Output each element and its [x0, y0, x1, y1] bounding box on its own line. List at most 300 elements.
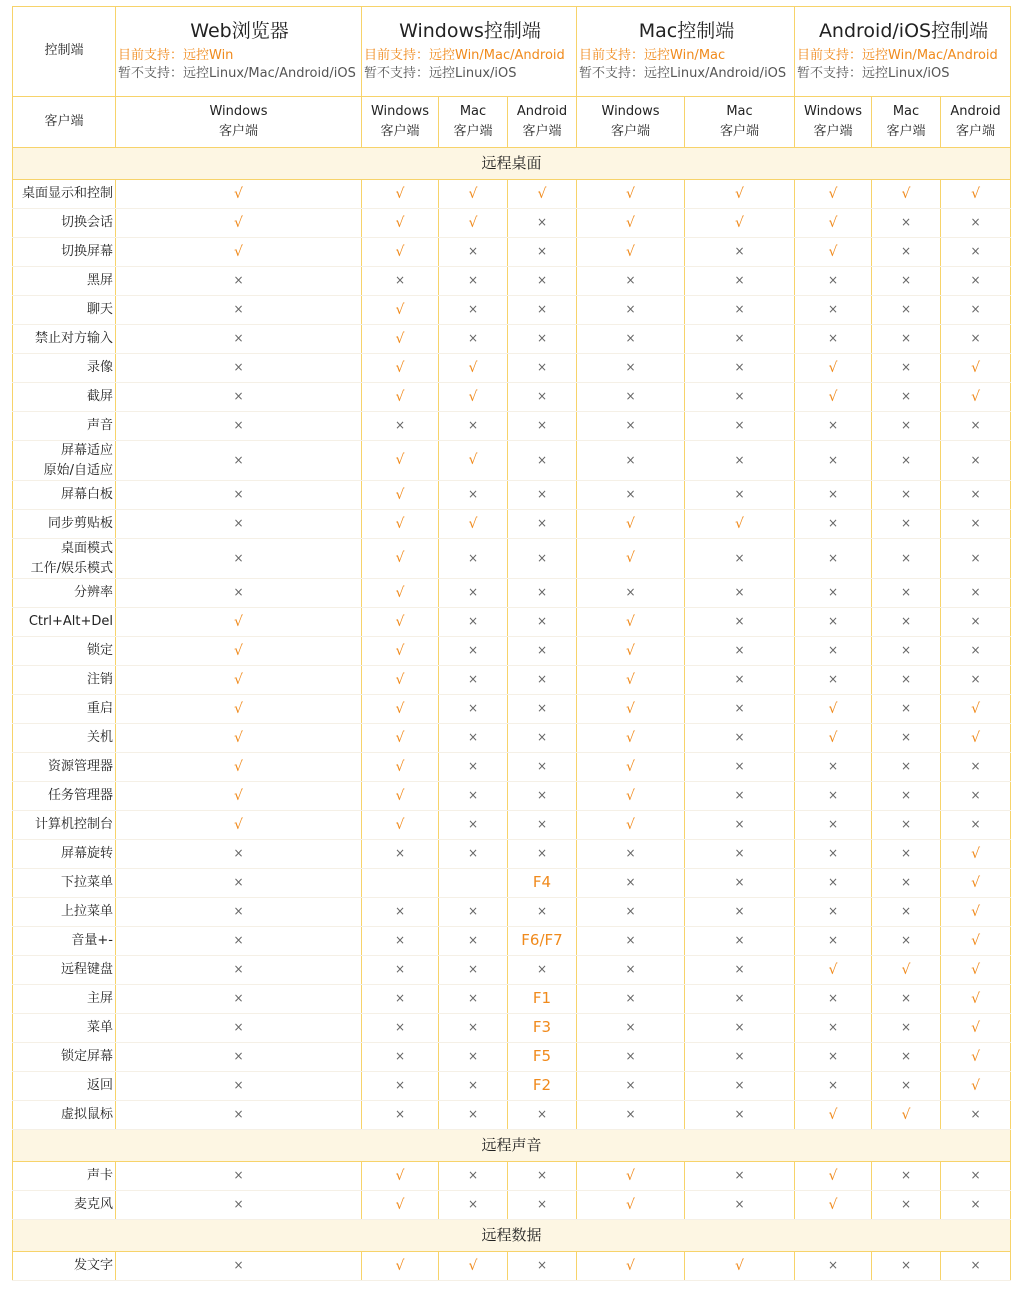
supported-mark: √: [439, 209, 508, 238]
client-header-row: [13, 97, 1011, 148]
supported-mark: √: [362, 637, 439, 666]
unsupported-mark: ×: [795, 510, 872, 539]
supported-mark: √: [362, 666, 439, 695]
unsupported-mark: ×: [439, 1162, 508, 1191]
unsupported-mark: ×: [941, 510, 1011, 539]
unsupported-mark: ×: [577, 412, 685, 441]
client-os: Mac: [459, 103, 487, 119]
unsupported-mark: ×: [872, 869, 941, 898]
unsupported-mark: ×: [872, 579, 941, 608]
supported-mark: √: [362, 1162, 439, 1191]
feature-name-line: 截屏: [86, 389, 113, 405]
supported-mark: √: [577, 782, 685, 811]
supported-mark: √: [795, 354, 872, 383]
table-row: [13, 1162, 1011, 1191]
platform-supported: 目前支持：远控Win/Mac: [579, 47, 726, 63]
unsupported-mark: ×: [508, 238, 577, 267]
table-row: [13, 753, 1011, 782]
supported-mark: √: [577, 637, 685, 666]
unsupported-mark: ×: [439, 412, 508, 441]
shortcut-key: F3: [508, 1014, 577, 1043]
unsupported-mark: ×: [439, 1191, 508, 1220]
supported-mark: √: [116, 238, 362, 267]
unsupported-mark: ×: [872, 695, 941, 724]
unsupported-mark: ×: [795, 666, 872, 695]
unsupported-mark: ×: [872, 608, 941, 637]
unsupported-mark: ×: [685, 539, 795, 579]
unsupported-mark: ×: [685, 811, 795, 840]
unsupported-mark: ×: [941, 782, 1011, 811]
platform-web: [116, 7, 362, 97]
unsupported-mark: ×: [685, 1101, 795, 1130]
supported-mark: √: [362, 209, 439, 238]
unsupported-mark: ×: [439, 985, 508, 1014]
feature-name-line: 锁定屏幕: [60, 1049, 113, 1065]
unsupported-mark: ×: [439, 1072, 508, 1101]
unsupported-mark: ×: [685, 927, 795, 956]
unsupported-mark: ×: [685, 724, 795, 753]
supported-mark: √: [941, 354, 1011, 383]
table-row: [13, 354, 1011, 383]
unsupported-mark: ×: [685, 869, 795, 898]
feature-name: [13, 1101, 116, 1130]
unsupported-mark: ×: [872, 209, 941, 238]
supported-mark: √: [577, 510, 685, 539]
section-title: 远程声音: [13, 1130, 1011, 1162]
supported-mark: √: [577, 1252, 685, 1281]
unsupported-mark: ×: [872, 383, 941, 412]
unsupported-mark: ×: [872, 782, 941, 811]
unsupported-mark: ×: [941, 608, 1011, 637]
supported-mark: √: [577, 1191, 685, 1220]
platform-mobile: [795, 7, 1011, 97]
feature-name-line: 虚拟鼠标: [60, 1107, 113, 1123]
unsupported-mark: ×: [577, 1072, 685, 1101]
supported-mark: √: [872, 956, 941, 985]
unsupported-mark: ×: [577, 1101, 685, 1130]
platform-unsupported: 暂不支持：远控Linux/iOS: [797, 66, 950, 82]
unsupported-mark: ×: [577, 840, 685, 869]
unsupported-mark: ×: [439, 724, 508, 753]
unsupported-mark: ×: [116, 579, 362, 608]
feature-name-line: 原始/自适应: [43, 462, 113, 478]
client-os: Mac: [892, 103, 920, 119]
supported-mark: √: [941, 927, 1011, 956]
platform-name: Android/iOS控制端: [818, 19, 989, 42]
unsupported-mark: ×: [941, 1191, 1011, 1220]
feature-name: [13, 724, 116, 753]
supported-mark: √: [439, 383, 508, 412]
shortcut-key: F1: [508, 985, 577, 1014]
feature-name: [13, 1191, 116, 1220]
unsupported-mark: ×: [872, 354, 941, 383]
unsupported-mark: ×: [872, 666, 941, 695]
unsupported-mark: ×: [795, 753, 872, 782]
unsupported-mark: ×: [508, 296, 577, 325]
unsupported-mark: ×: [685, 412, 795, 441]
client-os: Windows: [601, 103, 660, 119]
platform-name: Windows控制端: [399, 19, 541, 42]
table-row: [13, 441, 1011, 481]
supported-mark: √: [439, 180, 508, 209]
feature-name: [13, 869, 116, 898]
supported-mark: √: [795, 180, 872, 209]
unsupported-mark: ×: [795, 898, 872, 927]
unsupported-mark: ×: [362, 1043, 439, 1072]
platform-mac: [577, 7, 795, 97]
feature-name: [13, 956, 116, 985]
supported-mark: √: [116, 753, 362, 782]
unsupported-mark: ×: [795, 1014, 872, 1043]
unsupported-mark: ×: [685, 782, 795, 811]
unsupported-mark: ×: [941, 666, 1011, 695]
supported-mark: √: [362, 296, 439, 325]
feature-name-line: 屏幕适应: [60, 443, 113, 458]
supported-mark: √: [795, 956, 872, 985]
section-title: 远程桌面: [13, 148, 1011, 180]
table-row: [13, 539, 1011, 579]
unsupported-mark: ×: [872, 811, 941, 840]
unsupported-mark: ×: [116, 1043, 362, 1072]
unsupported-mark: ×: [577, 481, 685, 510]
unsupported-mark: ×: [439, 811, 508, 840]
unsupported-mark: ×: [685, 1072, 795, 1101]
feature-name-line: 声卡: [86, 1168, 113, 1184]
client-header-cell: [439, 97, 508, 148]
unsupported-mark: ×: [872, 481, 941, 510]
supported-mark: √: [941, 1043, 1011, 1072]
unsupported-mark: ×: [685, 985, 795, 1014]
unsupported-mark: ×: [941, 481, 1011, 510]
supported-mark: √: [577, 1162, 685, 1191]
client-os: Android: [516, 103, 568, 119]
supported-mark: √: [362, 180, 439, 209]
empty-cell: [362, 869, 439, 898]
platform-name: Web浏览器: [190, 19, 289, 42]
section-header-row: [13, 1130, 1011, 1162]
feature-name: [13, 811, 116, 840]
unsupported-mark: ×: [795, 840, 872, 869]
feature-name-line: 上拉菜单: [60, 904, 113, 920]
feature-name: [13, 927, 116, 956]
feature-name-line: 分辨率: [73, 585, 113, 601]
unsupported-mark: ×: [685, 267, 795, 296]
unsupported-mark: ×: [941, 637, 1011, 666]
unsupported-mark: ×: [439, 1043, 508, 1072]
unsupported-mark: ×: [508, 1162, 577, 1191]
unsupported-mark: ×: [439, 325, 508, 354]
supported-mark: √: [941, 898, 1011, 927]
supported-mark: √: [795, 383, 872, 412]
unsupported-mark: ×: [795, 296, 872, 325]
unsupported-mark: ×: [362, 840, 439, 869]
feature-name: [13, 296, 116, 325]
client-os: Windows: [370, 103, 430, 119]
unsupported-mark: ×: [116, 956, 362, 985]
unsupported-mark: ×: [941, 1252, 1011, 1281]
unsupported-mark: ×: [508, 579, 577, 608]
client-header-cell: [872, 97, 941, 148]
unsupported-mark: ×: [941, 238, 1011, 267]
supported-mark: √: [941, 724, 1011, 753]
supported-mark: √: [795, 695, 872, 724]
unsupported-mark: ×: [362, 267, 439, 296]
feature-name-line: 同步剪贴板: [47, 516, 113, 532]
table-row: [13, 238, 1011, 267]
unsupported-mark: ×: [872, 325, 941, 354]
unsupported-mark: ×: [508, 441, 577, 481]
unsupported-mark: ×: [872, 510, 941, 539]
table-row: [13, 724, 1011, 753]
supported-mark: √: [577, 539, 685, 579]
feature-name: [13, 608, 116, 637]
unsupported-mark: ×: [439, 296, 508, 325]
unsupported-mark: ×: [116, 296, 362, 325]
supported-mark: √: [362, 724, 439, 753]
table-row: [13, 695, 1011, 724]
table-row: [13, 782, 1011, 811]
table-row: [13, 1072, 1011, 1101]
feature-name-line: 任务管理器: [47, 788, 113, 804]
table-row: [13, 383, 1011, 412]
feature-name: [13, 782, 116, 811]
table-row: [13, 1101, 1011, 1130]
table-row: [13, 481, 1011, 510]
unsupported-mark: ×: [577, 927, 685, 956]
shortcut-key: F5: [508, 1043, 577, 1072]
client-suffix: 客户端: [380, 124, 420, 139]
unsupported-mark: ×: [872, 1043, 941, 1072]
client-header-cell: [362, 97, 439, 148]
supported-mark: √: [685, 180, 795, 209]
platform-supported: 目前支持：远控Win/Mac/Android: [364, 47, 565, 63]
feature-name-line: 资源管理器: [47, 759, 113, 775]
unsupported-mark: ×: [116, 354, 362, 383]
unsupported-mark: ×: [116, 1101, 362, 1130]
table-row: [13, 1252, 1011, 1281]
platform-supported: 目前支持：远控Win: [118, 47, 234, 63]
feature-name-line: 返回: [86, 1078, 113, 1094]
unsupported-mark: ×: [685, 695, 795, 724]
unsupported-mark: ×: [116, 539, 362, 579]
unsupported-mark: ×: [508, 1252, 577, 1281]
supported-mark: √: [116, 724, 362, 753]
feature-name-line: 禁止对方输入: [34, 331, 113, 347]
client-header-cell: [577, 97, 685, 148]
shortcut-key: F2: [508, 1072, 577, 1101]
supported-mark: √: [116, 180, 362, 209]
table-row: [13, 1014, 1011, 1043]
unsupported-mark: ×: [872, 412, 941, 441]
unsupported-mark: ×: [508, 695, 577, 724]
feature-name: [13, 238, 116, 267]
feature-name-line: 注销: [86, 672, 113, 688]
supported-mark: √: [362, 539, 439, 579]
unsupported-mark: ×: [685, 753, 795, 782]
unsupported-mark: ×: [795, 441, 872, 481]
unsupported-mark: ×: [872, 441, 941, 481]
unsupported-mark: ×: [872, 753, 941, 782]
controller-header-row: [13, 7, 1011, 97]
unsupported-mark: ×: [439, 238, 508, 267]
feature-name-line: 工作/娱乐模式: [30, 560, 113, 576]
unsupported-mark: ×: [508, 898, 577, 927]
shortcut-key: F4: [508, 869, 577, 898]
client-os: Android: [950, 103, 1001, 119]
table-row: [13, 579, 1011, 608]
unsupported-mark: ×: [941, 209, 1011, 238]
unsupported-mark: ×: [116, 1072, 362, 1101]
feature-name: [13, 637, 116, 666]
supported-mark: √: [577, 238, 685, 267]
feature-name: [13, 354, 116, 383]
feature-matrix-table: [12, 6, 1011, 1281]
feature-name: [13, 539, 116, 579]
unsupported-mark: ×: [872, 840, 941, 869]
unsupported-mark: ×: [941, 811, 1011, 840]
unsupported-mark: ×: [577, 579, 685, 608]
supported-mark: √: [577, 724, 685, 753]
supported-mark: √: [362, 1252, 439, 1281]
unsupported-mark: ×: [508, 811, 577, 840]
unsupported-mark: ×: [872, 267, 941, 296]
client-header-cell: [941, 97, 1011, 148]
unsupported-mark: ×: [116, 267, 362, 296]
table-row: [13, 1191, 1011, 1220]
client-os: Windows: [209, 103, 268, 119]
table-row: [13, 325, 1011, 354]
unsupported-mark: ×: [941, 1162, 1011, 1191]
supported-mark: √: [362, 753, 439, 782]
unsupported-mark: ×: [439, 579, 508, 608]
client-suffix: 客户端: [720, 124, 760, 139]
unsupported-mark: ×: [439, 782, 508, 811]
feature-name: [13, 840, 116, 869]
unsupported-mark: ×: [685, 608, 795, 637]
unsupported-mark: ×: [577, 869, 685, 898]
supported-mark: √: [577, 180, 685, 209]
unsupported-mark: ×: [439, 666, 508, 695]
supported-mark: √: [941, 840, 1011, 869]
feature-name-line: 重启: [86, 701, 113, 717]
feature-name: [13, 441, 116, 481]
empty-cell: [439, 869, 508, 898]
unsupported-mark: ×: [685, 898, 795, 927]
client-suffix: 客户端: [611, 124, 651, 139]
unsupported-mark: ×: [508, 209, 577, 238]
supported-mark: √: [795, 1162, 872, 1191]
unsupported-mark: ×: [872, 1014, 941, 1043]
platform-unsupported: 暂不支持：远控Linux/Mac/Android/iOS: [118, 66, 356, 82]
supported-mark: √: [577, 695, 685, 724]
supported-mark: √: [362, 510, 439, 539]
table-row: [13, 666, 1011, 695]
unsupported-mark: ×: [872, 1191, 941, 1220]
unsupported-mark: ×: [577, 985, 685, 1014]
unsupported-mark: ×: [439, 539, 508, 579]
unsupported-mark: ×: [116, 840, 362, 869]
unsupported-mark: ×: [872, 724, 941, 753]
supported-mark: √: [362, 608, 439, 637]
unsupported-mark: ×: [439, 898, 508, 927]
unsupported-mark: ×: [795, 608, 872, 637]
unsupported-mark: ×: [508, 753, 577, 782]
unsupported-mark: ×: [685, 1014, 795, 1043]
unsupported-mark: ×: [577, 296, 685, 325]
client-suffix: 客户端: [522, 124, 562, 139]
table-row: [13, 209, 1011, 238]
feature-name: [13, 579, 116, 608]
client-header-cell: [508, 97, 577, 148]
unsupported-mark: ×: [941, 1101, 1011, 1130]
table-row: [13, 412, 1011, 441]
unsupported-mark: ×: [685, 383, 795, 412]
unsupported-mark: ×: [872, 296, 941, 325]
unsupported-mark: ×: [685, 1191, 795, 1220]
supported-mark: √: [439, 441, 508, 481]
unsupported-mark: ×: [795, 325, 872, 354]
table-row: [13, 510, 1011, 539]
unsupported-mark: ×: [508, 956, 577, 985]
feature-name-line: 菜单: [86, 1020, 113, 1036]
unsupported-mark: ×: [508, 325, 577, 354]
unsupported-mark: ×: [362, 1072, 439, 1101]
table-row: [13, 1043, 1011, 1072]
supported-mark: √: [362, 354, 439, 383]
unsupported-mark: ×: [508, 354, 577, 383]
unsupported-mark: ×: [508, 1101, 577, 1130]
unsupported-mark: ×: [795, 481, 872, 510]
table-row: [13, 267, 1011, 296]
unsupported-mark: ×: [508, 840, 577, 869]
unsupported-mark: ×: [795, 985, 872, 1014]
unsupported-mark: ×: [941, 296, 1011, 325]
feature-name: [13, 1252, 116, 1281]
supported-mark: √: [362, 325, 439, 354]
unsupported-mark: ×: [872, 985, 941, 1014]
supported-mark: √: [439, 510, 508, 539]
feature-name: [13, 481, 116, 510]
unsupported-mark: ×: [795, 1043, 872, 1072]
feature-name-line: 下拉菜单: [60, 875, 113, 891]
supported-mark: √: [941, 180, 1011, 209]
unsupported-mark: ×: [508, 267, 577, 296]
unsupported-mark: ×: [872, 1162, 941, 1191]
supported-mark: √: [362, 695, 439, 724]
supported-mark: √: [872, 1101, 941, 1130]
unsupported-mark: ×: [685, 296, 795, 325]
client-suffix: 客户端: [218, 124, 258, 139]
unsupported-mark: ×: [508, 724, 577, 753]
unsupported-mark: ×: [577, 441, 685, 481]
feature-name: [13, 1014, 116, 1043]
feature-name: [13, 1162, 116, 1191]
table-row: [13, 296, 1011, 325]
unsupported-mark: ×: [577, 267, 685, 296]
supported-mark: √: [795, 724, 872, 753]
feature-name-line: 麦克风: [73, 1197, 113, 1213]
supported-mark: √: [941, 695, 1011, 724]
unsupported-mark: ×: [685, 1162, 795, 1191]
platform-name: Mac控制端: [638, 19, 735, 42]
unsupported-mark: ×: [577, 1043, 685, 1072]
unsupported-mark: ×: [116, 1162, 362, 1191]
unsupported-mark: ×: [685, 579, 795, 608]
unsupported-mark: ×: [508, 481, 577, 510]
supported-mark: √: [362, 1191, 439, 1220]
unsupported-mark: ×: [685, 666, 795, 695]
unsupported-mark: ×: [116, 869, 362, 898]
